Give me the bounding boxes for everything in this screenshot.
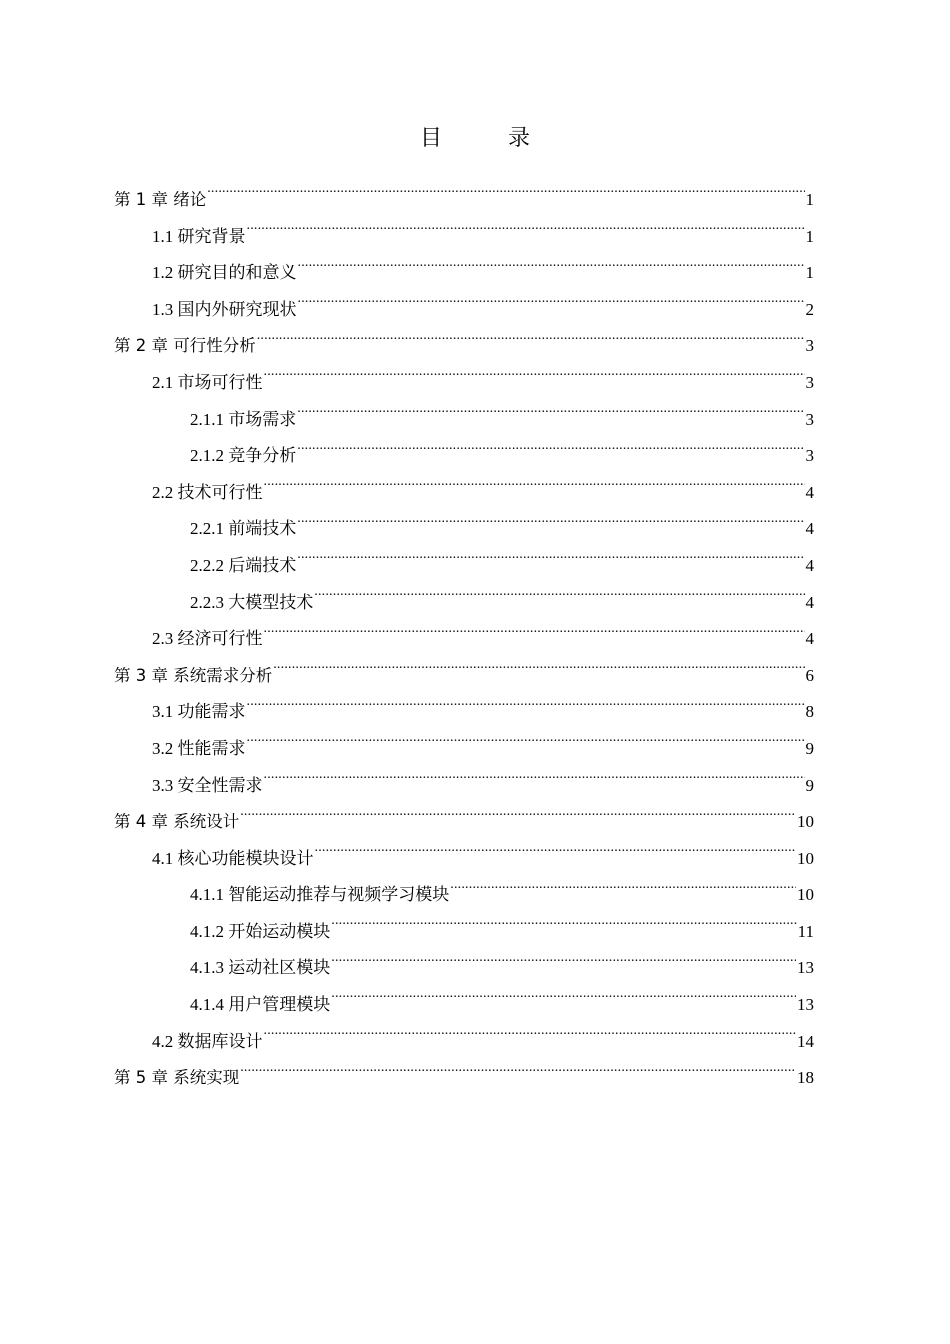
toc-page-number: 4 — [805, 482, 814, 502]
toc-dot-leader — [298, 261, 805, 278]
toc-page-number: 13 — [797, 995, 814, 1015]
toc-entry-label: 1.1 研究背景 — [152, 226, 246, 246]
toc-entry-label: 2.2 技术可行性 — [152, 482, 263, 502]
toc-entry[interactable] — [114, 182, 814, 219]
toc-page-number: 8 — [805, 702, 814, 722]
toc-dot-leader — [264, 627, 805, 644]
toc-page-number: 4 — [805, 519, 814, 539]
toc-page-number: 2 — [805, 299, 814, 319]
toc-page-number: 11 — [797, 921, 814, 941]
toc-dot-leader — [257, 335, 805, 352]
toc-entry-label: 2.2.2 后端技术 — [190, 555, 297, 575]
toc-entry[interactable] — [114, 1060, 814, 1097]
toc-dot-leader — [240, 1067, 796, 1084]
toc-dot-leader — [273, 664, 804, 681]
toc-entry[interactable] — [114, 438, 814, 475]
page-title: 目 录 — [419, 126, 552, 151]
toc-dot-leader — [331, 920, 796, 937]
toc-dot-leader — [247, 225, 805, 242]
toc-dot-leader — [331, 956, 796, 973]
toc-entry[interactable] — [114, 365, 814, 402]
toc-entry-label: 4.2 数据库设计 — [152, 1031, 263, 1051]
toc-dot-leader — [264, 481, 805, 498]
toc-dot-leader — [297, 554, 804, 571]
toc-page-number: 10 — [797, 848, 814, 868]
toc-entry-label: 2.1.2 竞争分析 — [190, 446, 297, 466]
toc-dot-leader — [264, 371, 805, 388]
toc-entry-label: 4.1.4 用户管理模块 — [190, 995, 331, 1015]
toc-page-number: 3 — [805, 409, 814, 429]
toc-entry[interactable] — [114, 328, 814, 365]
toc-page-number: 9 — [805, 775, 814, 795]
toc-entry-label: 4.1.1 智能运动推荐与视频学习模块 — [190, 885, 450, 905]
toc-page-number: 3 — [805, 446, 814, 466]
toc-dot-leader — [331, 993, 796, 1010]
toc-page-number: 1 — [805, 226, 814, 246]
toc-entry-label: 第 2 章 可行性分析 — [114, 336, 256, 356]
toc-entry-label: 2.2.1 前端技术 — [190, 519, 297, 539]
toc-entry-label: 第 3 章 系统需求分析 — [114, 665, 273, 685]
toc-dot-leader — [298, 298, 805, 315]
toc-page-number: 4 — [805, 555, 814, 575]
toc-entry[interactable] — [114, 841, 814, 878]
toc-entry[interactable] — [114, 585, 814, 622]
toc-page-number: 3 — [805, 336, 814, 356]
toc-dot-leader — [240, 811, 796, 828]
toc-entry[interactable] — [114, 731, 814, 768]
toc-entry-label: 第 5 章 系统实现 — [114, 1068, 240, 1088]
toc-dot-leader — [297, 444, 804, 461]
toc-entry[interactable] — [114, 548, 814, 585]
toc-entry-label: 3.2 性能需求 — [152, 738, 246, 758]
toc-entry-label: 4.1.3 运动社区模块 — [190, 958, 331, 978]
toc-dot-leader — [315, 847, 797, 864]
toc-page-number: 1 — [805, 190, 814, 209]
toc-entry[interactable] — [114, 914, 814, 951]
toc-entry[interactable] — [114, 475, 814, 512]
toc-page-number: 10 — [797, 885, 814, 905]
toc-page-number: 4 — [805, 592, 814, 612]
toc-entry[interactable] — [114, 219, 814, 256]
toc-entry[interactable] — [114, 511, 814, 548]
toc-entry[interactable] — [114, 621, 814, 658]
toc-entry-label: 3.1 功能需求 — [152, 702, 246, 722]
toc-dot-leader — [314, 591, 804, 608]
toc-page-number: 10 — [797, 812, 814, 832]
toc-entry[interactable] — [114, 768, 814, 805]
toc-page-number: 1 — [805, 263, 814, 283]
toc-page-number: 18 — [797, 1068, 814, 1088]
toc-dot-leader — [297, 517, 804, 534]
toc-entry[interactable] — [114, 1024, 814, 1061]
toc-dot-leader — [207, 189, 804, 206]
toc-dot-leader — [247, 737, 805, 754]
toc-entry-label: 3.3 安全性需求 — [152, 775, 263, 795]
toc-entry-label: 4.1 核心功能模块设计 — [152, 848, 314, 868]
toc-dot-leader — [247, 700, 805, 717]
toc-entry[interactable] — [114, 694, 814, 731]
toc-entry[interactable] — [114, 987, 814, 1024]
toc-page-number: 13 — [797, 958, 814, 978]
toc-entry-label: 2.3 经济可行性 — [152, 629, 263, 649]
toc-entry-label: 2.1 市场可行性 — [152, 372, 263, 392]
toc-entry-label: 2.2.3 大模型技术 — [190, 592, 314, 612]
toc-entry-label: 第 4 章 系统设计 — [114, 812, 240, 832]
toc-entry[interactable] — [114, 292, 814, 329]
toc-entry[interactable] — [114, 950, 814, 987]
table-of-contents — [114, 182, 814, 1097]
toc-page-number: 9 — [805, 738, 814, 758]
toc-entry-label: 1.2 研究目的和意义 — [152, 263, 297, 283]
toc-entry[interactable] — [114, 255, 814, 292]
toc-page-number: 14 — [797, 1031, 814, 1051]
toc-dot-leader — [264, 774, 805, 791]
toc-entry[interactable] — [114, 804, 814, 841]
toc-entry[interactable] — [114, 658, 814, 695]
toc-dot-leader — [297, 408, 804, 425]
toc-entry[interactable] — [114, 402, 814, 439]
toc-dot-leader — [450, 883, 796, 900]
toc-entry[interactable] — [114, 877, 814, 914]
toc-dot-leader — [264, 1030, 797, 1047]
toc-entry-label: 2.1.1 市场需求 — [190, 409, 297, 429]
toc-entry-label: 1.3 国内外研究现状 — [152, 299, 297, 319]
toc-page-number: 3 — [805, 372, 814, 392]
toc-entry-label: 4.1.2 开始运动模块 — [190, 921, 331, 941]
toc-page-number: 4 — [805, 629, 814, 649]
toc-page-number: 6 — [805, 665, 814, 685]
toc-entry-label: 第 1 章 绪论 — [114, 190, 207, 209]
